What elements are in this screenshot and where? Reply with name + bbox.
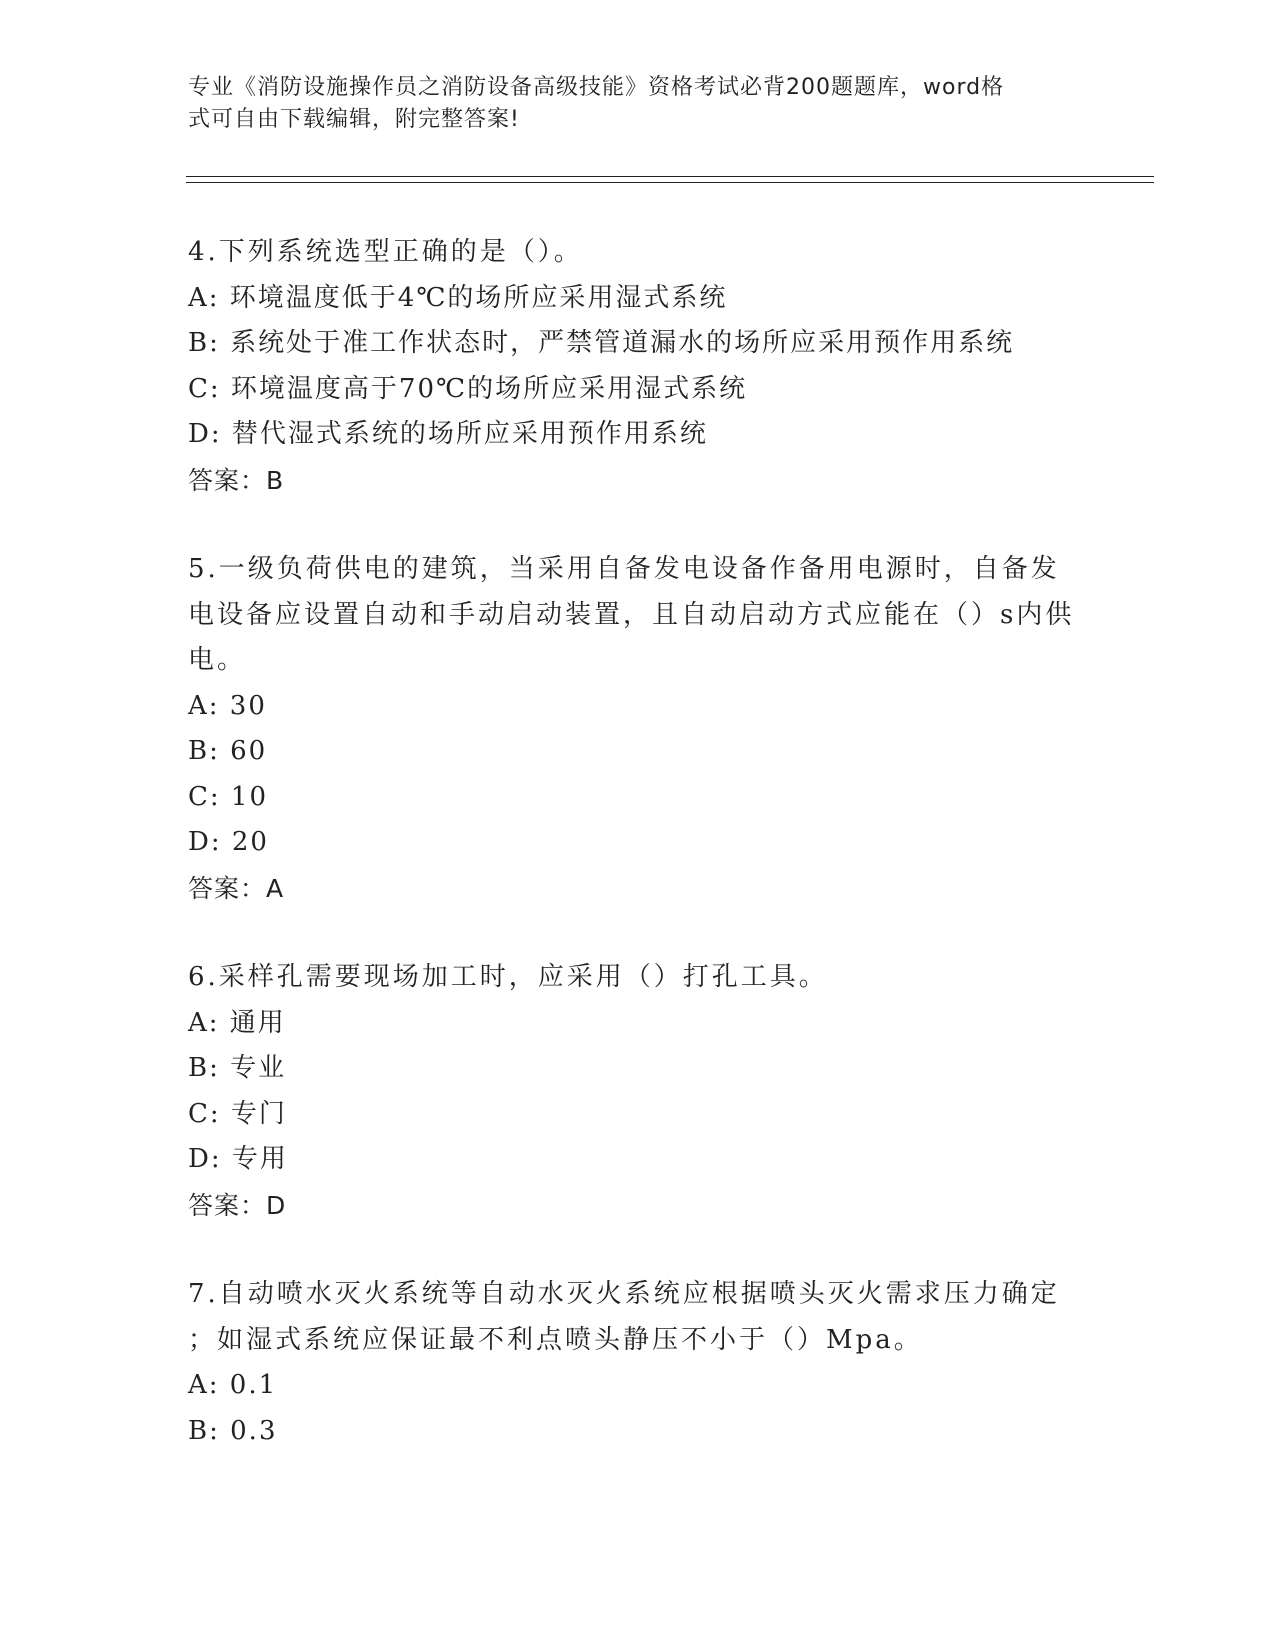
question-text-line: 电设备应设置自动和手动启动装置，且自动启动方式应能在（）s内供 bbox=[188, 599, 1075, 630]
question-item bbox=[188, 955, 1088, 1228]
option-b: B: 系统处于准工作状态时，严禁管道漏水的场所应采用预作用系统 bbox=[188, 328, 1015, 358]
option-b: B: 专业 bbox=[188, 1053, 287, 1083]
question-item bbox=[188, 547, 1088, 911]
header-divider-top bbox=[186, 176, 1154, 177]
option-a: A: 通用 bbox=[188, 1007, 286, 1038]
option-c: C: 专门 bbox=[188, 1098, 287, 1129]
option-b: B: 0.3 bbox=[188, 1415, 278, 1446]
option-a: A: 0.1 bbox=[188, 1370, 278, 1400]
header-line-1: 专业《消防设施操作员之消防设备高级技能》资格考试必背200题题库，word格 bbox=[188, 75, 1005, 100]
header-divider-bottom bbox=[186, 182, 1154, 183]
answer-line: 答案：A bbox=[188, 873, 285, 903]
question-item bbox=[188, 230, 1088, 503]
question-list bbox=[188, 230, 1088, 1498]
question-text bbox=[188, 1272, 1088, 1363]
question-text bbox=[188, 547, 1088, 684]
question-text-line: ；如湿式系统应保证最不利点喷头静压不小于（）Mpa。 bbox=[188, 1324, 923, 1355]
option-a: A: 30 bbox=[188, 690, 267, 721]
document-header bbox=[188, 72, 1068, 136]
question-text-line: 4.下列系统选型正确的是（）。 bbox=[188, 237, 583, 267]
question-text bbox=[188, 230, 1088, 276]
option-c: C: 10 bbox=[188, 781, 269, 812]
option-a: A: 环境温度低于4℃的场所应采用湿式系统 bbox=[188, 282, 728, 313]
question-text-line: 7.自动喷水灭火系统等自动水灭火系统应根据喷头灭火需求压力确定 bbox=[188, 1279, 1060, 1309]
option-d: D: 20 bbox=[188, 827, 269, 857]
option-c: C: 环境温度高于70℃的场所应采用湿式系统 bbox=[188, 373, 748, 404]
question-text-line: 6.采样孔需要现场加工时，应采用（）打孔工具。 bbox=[188, 962, 828, 992]
answer-line: 答案：B bbox=[188, 465, 285, 495]
question-text-line: 5.一级负荷供电的建筑，当采用自备发电设备作备用电源时，自备发 bbox=[188, 554, 1060, 584]
question-text bbox=[188, 955, 1088, 1001]
question-text-line: 电。 bbox=[188, 645, 247, 675]
option-d: D: 专用 bbox=[188, 1144, 288, 1174]
option-d: D: 替代湿式系统的场所应采用预作用系统 bbox=[188, 419, 708, 449]
header-line-2: 式可自由下载编辑，附完整答案! bbox=[188, 107, 520, 132]
option-b: B: 60 bbox=[188, 736, 268, 766]
answer-line: 答案：D bbox=[188, 1190, 287, 1220]
question-item bbox=[188, 1272, 1088, 1454]
